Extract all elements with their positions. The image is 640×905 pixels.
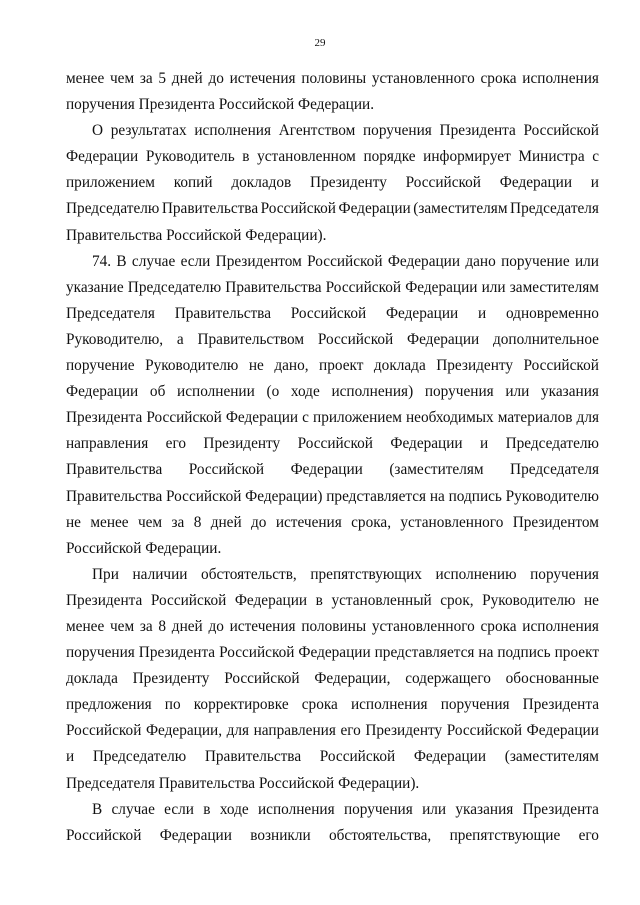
word: Федерации: [499, 174, 573, 192]
word: проект: [554, 644, 599, 662]
word: дано,: [274, 357, 309, 375]
word: материалов: [497, 409, 573, 427]
word: за: [171, 513, 185, 531]
word: Президенту: [436, 357, 514, 375]
text-line: [66, 614, 599, 640]
word: Российской: [446, 722, 523, 740]
word: Председателю: [66, 200, 160, 218]
word: проект: [319, 357, 364, 375]
word: Федерации: [159, 826, 232, 844]
text-line: Российской Федерации.: [66, 539, 222, 557]
word: предложения: [66, 696, 152, 714]
word: Председателю: [505, 435, 599, 453]
word: Правительства: [66, 461, 163, 479]
word: Президента: [66, 409, 143, 427]
word: с: [592, 148, 599, 166]
word: дней: [171, 617, 203, 635]
word: дополнительное: [493, 330, 599, 348]
word: исполнения: [350, 696, 428, 714]
word: препятствующие: [449, 826, 561, 844]
word: для: [576, 409, 599, 427]
word: исполнению: [435, 565, 517, 583]
word: истечения: [229, 617, 296, 635]
word: Президента: [66, 591, 143, 609]
word: Российской: [146, 409, 222, 427]
word: Председателя: [66, 304, 155, 322]
word: если: [164, 800, 194, 818]
word: Федерации: [413, 748, 487, 766]
paragraph-item-74: [66, 249, 599, 562]
word: Российской: [297, 435, 373, 453]
word: за: [139, 70, 153, 87]
word: наличии: [132, 565, 188, 583]
word: Президента: [522, 696, 599, 714]
word: если: [180, 252, 211, 270]
word: истечения: [275, 513, 342, 531]
word: Президенту: [310, 174, 387, 192]
word: Президенту: [203, 435, 281, 453]
word: Президентом: [512, 513, 599, 531]
text-line: [66, 484, 599, 510]
word: (заместителям: [413, 200, 508, 218]
word: его: [578, 826, 599, 844]
text-line: [66, 718, 599, 744]
word: не: [66, 513, 81, 531]
word: Федерации: [225, 409, 299, 427]
text-line: [66, 510, 599, 536]
word: исполнения: [257, 800, 335, 818]
word: приложением: [313, 409, 402, 427]
word: до: [208, 70, 224, 87]
text-line: [66, 144, 599, 170]
text-line: Председателя Правительства Российской Федерации).: [66, 774, 420, 792]
word: исполнения: [194, 122, 272, 140]
word: Российской: [523, 357, 599, 375]
word: 8: [158, 617, 167, 635]
word: 5: [158, 70, 167, 87]
word: установленного: [400, 513, 504, 531]
word: его: [165, 435, 186, 453]
word: Министра: [518, 148, 585, 166]
word: Председателю: [127, 278, 222, 296]
word: обстоятельств,: [201, 565, 297, 583]
document-body: [66, 66, 599, 849]
text-line: [66, 301, 599, 327]
word: половины: [301, 70, 367, 87]
word: срока: [480, 617, 517, 635]
text-line: [66, 666, 599, 692]
word: Российской: [219, 644, 295, 662]
word: указания: [541, 383, 599, 401]
word: порядке: [363, 148, 416, 166]
word: Руководителю: [505, 487, 599, 505]
word: указание: [66, 278, 124, 296]
text-line: [66, 431, 599, 457]
word: срок,: [440, 591, 474, 609]
word: О: [92, 122, 104, 140]
word: менее: [90, 513, 129, 531]
text-line: [66, 744, 599, 770]
paragraph-2: [66, 118, 599, 248]
word: Федерации,: [145, 722, 223, 740]
word: чем: [137, 513, 163, 531]
word: подпись: [497, 644, 551, 662]
word: на: [429, 487, 445, 505]
text-line: [66, 379, 599, 405]
word: и: [590, 174, 599, 192]
word: приложением: [66, 174, 155, 192]
word: Федерации,: [314, 670, 391, 688]
paragraph-4: [66, 562, 599, 797]
word: Федерации: [526, 722, 599, 740]
word: исполнении: [177, 383, 255, 401]
word: возникли: [250, 826, 311, 844]
text-line: [66, 562, 599, 588]
word: одновременно: [505, 304, 599, 322]
word: Правительством: [197, 330, 305, 348]
word: При: [92, 565, 119, 583]
word: Президента: [522, 800, 599, 818]
text-line: поручения Президента Российской Федерации.: [66, 96, 375, 114]
word: Правительства: [161, 200, 259, 218]
word: или: [505, 383, 530, 401]
word: чем: [109, 617, 135, 635]
text-line: [66, 275, 599, 301]
word: корректировке: [193, 696, 289, 714]
word: направления: [66, 435, 149, 453]
word: установленного: [371, 617, 475, 635]
word: Агентством: [278, 122, 356, 140]
word: В: [92, 800, 103, 818]
word: Федерации: [387, 252, 461, 270]
word: установленном: [257, 148, 356, 166]
word: Федерации): [245, 487, 323, 505]
word: обстоятельства,: [328, 826, 432, 844]
text-line: [66, 66, 599, 92]
word: представляется: [326, 487, 427, 505]
word: Федерации: [405, 278, 478, 296]
text-line: [66, 249, 599, 275]
word: обоснованные: [505, 670, 599, 688]
word: 8: [193, 513, 202, 531]
text-line: [66, 353, 599, 379]
text-line: [66, 170, 599, 196]
word: поручения: [424, 383, 494, 401]
word: Российской: [66, 826, 142, 844]
word: Российской: [260, 200, 336, 218]
word: срока: [301, 696, 338, 714]
word: Председателя: [510, 461, 599, 479]
text-line: [66, 327, 599, 353]
word: Федерации: [234, 591, 308, 609]
word: указания: [455, 800, 514, 818]
word: Российской: [317, 330, 394, 348]
text-line: [66, 640, 599, 666]
word: или: [481, 278, 506, 296]
word: Федерации: [406, 330, 480, 348]
word: Президента: [138, 644, 216, 662]
word: Председателю: [92, 748, 187, 766]
word: чем: [109, 70, 135, 87]
word: информирует: [423, 148, 511, 166]
word: Федерации: [298, 644, 371, 662]
word: Президенту: [365, 722, 443, 740]
word: по: [164, 696, 181, 714]
word: исполнения: [522, 70, 599, 87]
word: ходе: [219, 800, 249, 818]
page-number: 29: [314, 37, 326, 49]
word: поручение: [66, 357, 135, 375]
word: Российской: [290, 304, 367, 322]
word: случае: [131, 252, 176, 270]
word: заместителям: [509, 278, 599, 296]
word: Федерации: [390, 435, 463, 453]
word: Руководителю: [145, 357, 239, 375]
word: Российской: [224, 670, 300, 688]
text-line: Правительства Российской Федерации).: [66, 226, 327, 244]
word: и: [480, 435, 489, 453]
word: или: [422, 800, 447, 818]
word: в: [203, 800, 211, 818]
word: Руководитель: [145, 148, 235, 166]
word: с: [302, 409, 309, 427]
word: поручения: [530, 565, 599, 583]
word: до: [251, 513, 267, 531]
word: до: [208, 617, 224, 635]
word: доклада: [373, 357, 426, 375]
word: поручения: [343, 800, 413, 818]
word: (о: [266, 383, 280, 401]
word: для: [226, 722, 250, 740]
word: Правительства: [204, 748, 302, 766]
text-line: [66, 797, 599, 823]
text-line: [66, 196, 599, 222]
word: Руководителю,: [66, 330, 164, 348]
word: Председателя: [510, 200, 599, 218]
word: Российской: [66, 722, 142, 740]
word: в: [315, 591, 323, 609]
word: поручения: [440, 696, 510, 714]
word: об: [149, 383, 166, 401]
word: Российской: [523, 122, 599, 140]
word: Правительства: [225, 278, 322, 296]
word: и: [66, 748, 75, 766]
word: случае: [111, 800, 155, 818]
text-line: [66, 823, 599, 849]
word: установленного: [371, 70, 475, 87]
word: Федерации: [385, 304, 459, 322]
word: (заместителям: [504, 748, 599, 766]
word: не: [248, 357, 264, 375]
word: Федерации: [66, 383, 139, 401]
text-line: [66, 588, 599, 614]
word: его: [340, 722, 361, 740]
word: Правительства: [174, 304, 271, 322]
word: представляется: [374, 644, 475, 662]
word: дано: [465, 252, 496, 270]
word: срока,: [351, 513, 392, 531]
word: не: [584, 591, 599, 609]
text-line: [66, 118, 599, 144]
word: дней: [171, 70, 203, 87]
word: менее: [66, 70, 105, 87]
word: истечения: [229, 70, 296, 87]
word: или: [574, 252, 599, 270]
word: В: [116, 252, 127, 270]
word: результатах: [110, 122, 187, 140]
text-line: [66, 457, 599, 483]
word: (заместителям: [389, 461, 484, 479]
word: копий: [173, 174, 213, 192]
word: менее: [66, 617, 105, 635]
word: за: [139, 617, 153, 635]
word: в: [242, 148, 250, 166]
word: половины: [301, 617, 367, 635]
word: поручения: [363, 122, 432, 140]
word: исполнения): [331, 383, 414, 401]
word: дней: [210, 513, 242, 531]
word: Российской: [150, 591, 227, 609]
paragraph-1: [66, 66, 599, 118]
word: препятствующих: [310, 565, 422, 583]
word: срока: [480, 70, 517, 87]
word: Российской: [319, 748, 396, 766]
word: Президента: [439, 122, 516, 140]
word: Федерации: [290, 461, 363, 479]
word: а: [176, 330, 184, 348]
word: Российской: [307, 252, 383, 270]
word: поручение: [501, 252, 570, 270]
word: направления: [253, 722, 336, 740]
word: необходимых: [406, 409, 494, 427]
word: докладов: [231, 174, 292, 192]
word: подпись: [448, 487, 502, 505]
word: исполнения: [522, 617, 599, 635]
text-line: [66, 692, 599, 718]
word: Российской: [166, 487, 242, 505]
word: установленный: [331, 591, 432, 609]
word: Президенту: [132, 670, 210, 688]
word: Российской: [188, 461, 265, 479]
word: Руководителю: [482, 591, 576, 609]
text-line: [66, 405, 599, 431]
word: Правительства: [66, 487, 163, 505]
word: поручения: [66, 644, 135, 662]
word: Российской: [325, 278, 402, 296]
word: доклада: [66, 670, 118, 688]
word: Федерации: [338, 200, 411, 218]
word: и: [477, 304, 487, 322]
paragraph-5: [66, 797, 599, 849]
word: на: [478, 644, 494, 662]
word: Российской: [405, 174, 481, 192]
word: Президентом: [215, 252, 302, 270]
word: ходе: [290, 383, 320, 401]
word: Федерации: [66, 148, 139, 166]
word: содержащего: [405, 670, 491, 688]
word: 74.: [92, 252, 112, 270]
